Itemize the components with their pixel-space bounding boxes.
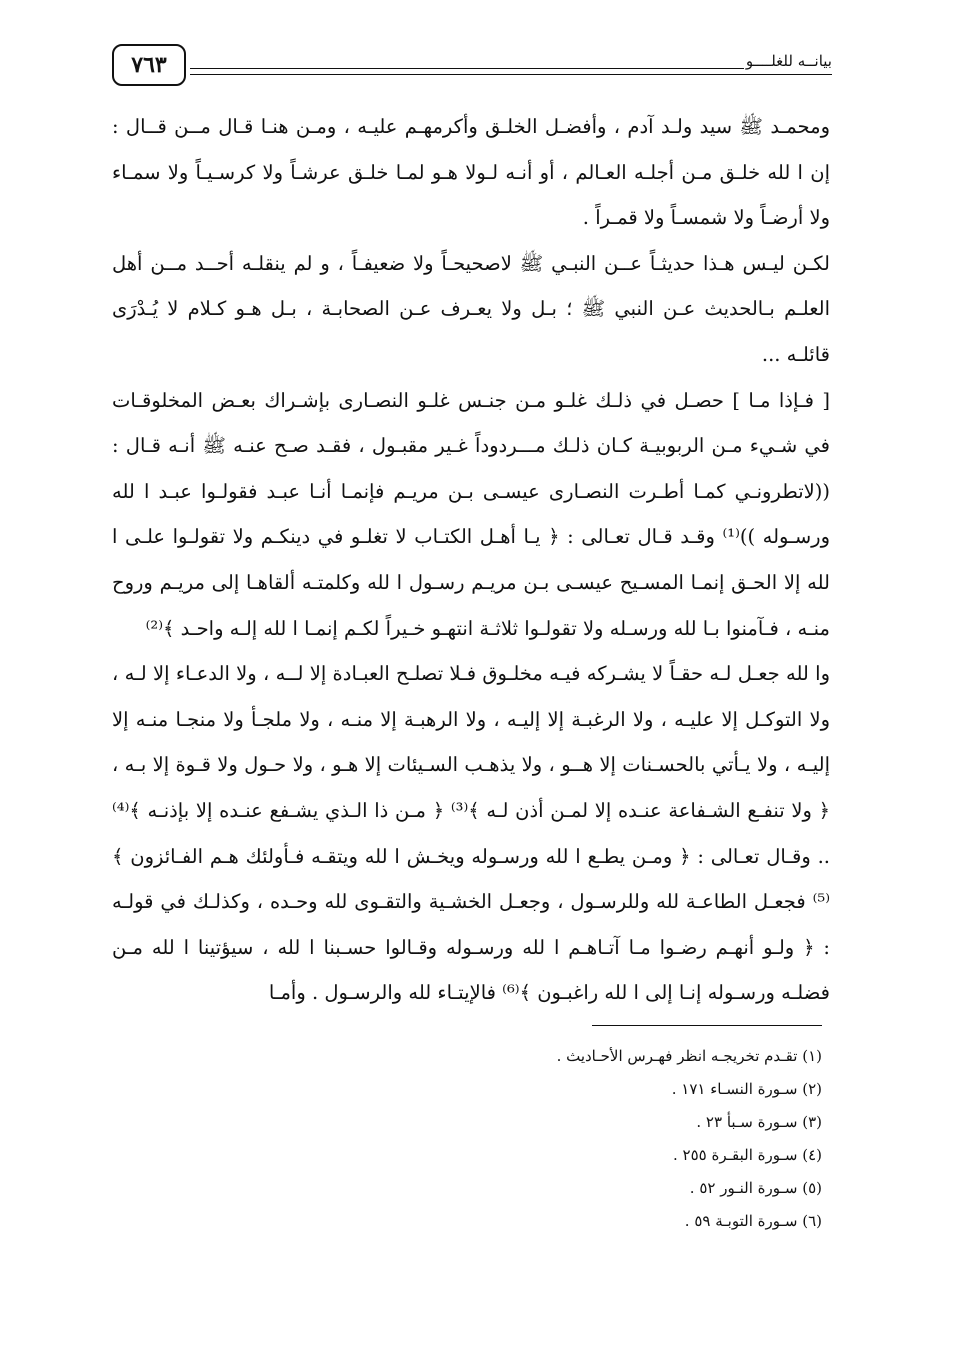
header-rule-lower — [190, 74, 832, 75]
main-text — [112, 104, 830, 1016]
paragraph-3: [ فـإذا مـا ] حصـل في ذلـك غلـو مـن جنـس غلـو النصـارى بإشـراك بعـض المخلوقـات في شـيء مـن الربوبيـة كـان ذلـك مـــردوداً غـير مقبـول ، فقـد صـح عنـه ﷺ أنـه قـال : ((لاتطرونـي كمـا أطـرت النصـارى عيسـى بـن مريـم فإنمـا أنـا عبـد فقولـوا عبـد ا لله ورسـوله ))⁽¹⁾ وقـد قـال تعـالى : ﴿ يـا أهـل الكتـاب لا تغلـو في دينكـم ولا تقولـوا علـى ا لله إلا الحـق إنمـا المسـيح عيسـى بـن مريـم رسـول ا لله وكلمتـه ألقاهـا إلى مريـم وروح منـه ، فـآمنوا بـا لله ورسـله ولا تقولـوا ثلاثـة انتهـو خـيراً لكـم إنمـا ا لله إلـه واحـد ﴾⁽²⁾ — [112, 388, 830, 640]
header-rule-upper — [190, 68, 744, 69]
footnote-3: (٣) سـورة سـبأ ٢٣ . — [696, 1113, 822, 1131]
paragraph-2: لكـن ليـس هـذا حديثـاً عــن النبـي ﷺ لاصحيحـاً ولا ضعيفـاً ، و لم ينقلـه أحــد مــن أهل العلـم بـالحديث عـن النبي ﷺ ؛ بـل ولا يعـرف عـن الصحابـة ، بـل هـو كـلام لا يُـدْرَى قائلـه ... — [112, 251, 830, 366]
footnote-separator — [592, 1025, 822, 1026]
running-title: بيانــه للغلــــو — [745, 52, 832, 70]
footnote-5: (٥) سـورة النـور ٥٢ . — [689, 1179, 822, 1197]
footnote-6: (٦) سـورة التوبـة ٥٩ . — [684, 1212, 822, 1230]
footnote-4: (٤) سـورة البقـرة ٢٥٥ . — [673, 1146, 822, 1164]
footnote-2: (٢) سـورة النسـاء ١٧١ . — [671, 1080, 822, 1098]
page-header — [112, 38, 832, 94]
footnotes — [322, 1040, 822, 1238]
paragraph-4: وا لله جعـل لـه حقـاً لا يشـركه فيـه مخلـوق فـلا تصلـح العبـادة إلا لــه ، ولا الدعـاء إلا لـه ، ولا التوكـل إلا عليـه ، ولا الرغبـة إلا إليـه ، ولا الرهبـة إلا منـه ، ولا ملجـأ ولا منجـا منـه إلا إليـه ، ولا يـأتي بالحسـنات إلا هــو ، ولا يذهـب السـيئات إلا هـو ، ولا حـول ولا قـوة إلا بـه ، ﴿ ولا تنفـع الشـفاعة عنـده إلا لمـن أذن لـه ﴾⁽³⁾ ﴿ مـن ذا الـذي يشـفع عنـده إلا بإذنـه ﴾⁽⁴⁾ .. وقـال تعـالى : ﴿ ومـن يطـع ا لله ورسـوله ويخـش ا لله ويتقـه فـأولئك هـم الفـائزون ﴾⁽⁵⁾ فجعـل الطاعـة لله وللرسـول ، وجعـل الخشـية والتقـوى لله وحـده ، وكذلـك في قولـه : ﴿ ولـو أنهـم رضـوا مـا آتـاهـم ا لله ورسـوله وقـالوا حسـبنا ا لله ، سيؤتينا ا لله مـن فضلـه ورسـوله إنـا إلى ا لله راغبـون ﴾⁽⁶⁾ فالإيتـاء لله والرسـول . وأمـا — [112, 662, 830, 1005]
footnote-1: (١) تقـدم تخريجـه انظر فهـرس الأحـاديث . — [556, 1047, 822, 1065]
paragraph-1: ومحمـد ﷺ سيد ولـد آدم ، وأفضـل الخلـق وأكرمهـم عليـه ، ومـن هنـا قـال مــن قــال : إن ا لله خلـق مـن أجلـه العـالم ، أو أنـه لـولا هـو لمـا خلـق عرشـاً ولا كرسـيـاً ولا سمـاء ولا أرضـاً ولا شمسـاً ولا قمـراً . — [112, 115, 830, 230]
page-number: ٧٦٣ — [112, 44, 186, 86]
